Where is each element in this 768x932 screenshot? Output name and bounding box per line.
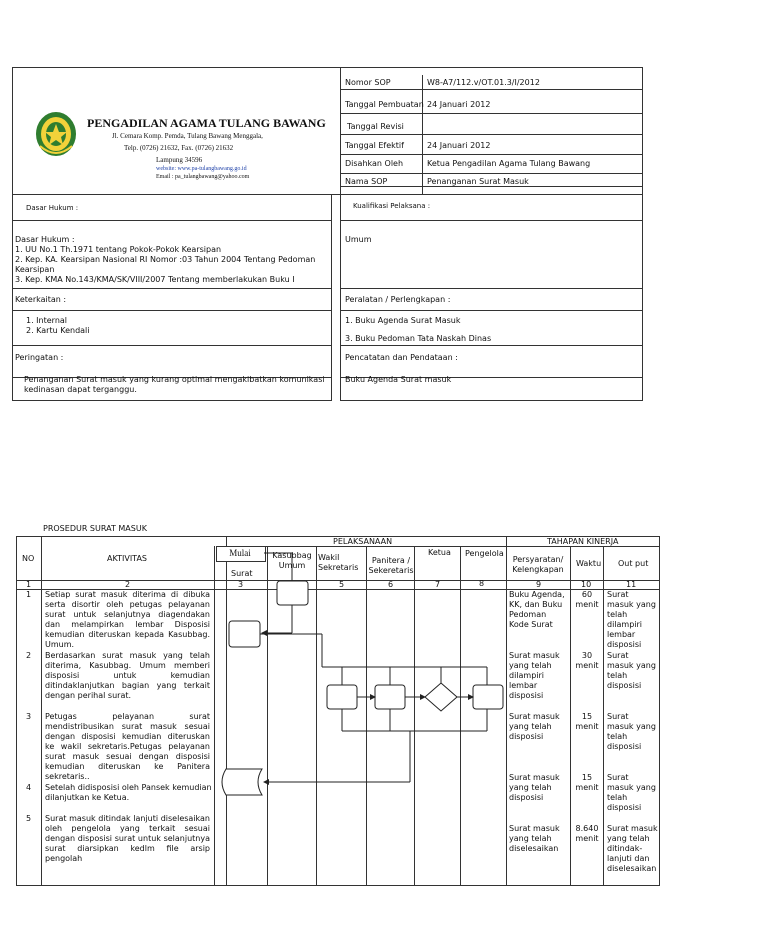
dasar-hukum-item-1: 1. UU No.1 Th.1971 tentang Pokok-Pokok Kearsipan xyxy=(15,245,222,254)
row-1-syarat: Buku Agenda, KK, dan Buku Pedoman Kode Surat xyxy=(509,590,565,629)
row-3-syarat: Surat masuk yang telah disposisi xyxy=(509,712,560,741)
col-header-aktivitas: AKTIVITAS xyxy=(107,554,147,563)
peringatan-text-1: Penanganan Surat masuk yang kurang optimal mengakibatkan komunikasi xyxy=(24,375,325,384)
col-header-output: Out put xyxy=(618,559,649,568)
row-5-output: Surat masuk yang telah ditindak-lanjuti dan diselesaikan xyxy=(607,824,658,873)
col-header-persyaratan: Persyaratan/ Kelengkapan xyxy=(512,555,564,574)
row-2-no: 2 xyxy=(26,651,32,660)
flow-box-kasubbag xyxy=(277,581,308,605)
sop-label-tanggal-pembuatan: Tanggal Pembuatan xyxy=(345,100,424,109)
pencatatan-label: Pencatatan dan Pendataan : xyxy=(345,353,458,362)
keterkaitan-item-2: 2. Kartu Kendali xyxy=(26,326,90,335)
kualifikasi-label: Kualifikasi Pelaksana : xyxy=(353,202,431,210)
prosedur-title: PROSEDUR SURAT MASUK xyxy=(43,524,147,533)
sop-value-nama: Penanganan Surat Masuk xyxy=(427,177,529,186)
row-3-aktivitas: Petugas pelayanan surat mendistribusikan surat masuk sesuai dengan disposisi kemudian diteruskan ke wakil sekretaris.Petugas pelayanan surat masuk sesuai dengan disposisi kemudian diteruskan ke Panitera sekretaris.. xyxy=(45,712,210,781)
sop-value-nomor: W8-A7/112.v/OT.01.3/I/2012 xyxy=(427,78,540,87)
col-header-pengelola: Pengelola xyxy=(465,549,504,558)
row-1-output: Surat masuk yang telah dilampiri lembar disposisi xyxy=(607,590,656,649)
flow-diamond-ketua xyxy=(425,683,457,711)
org-email: Email : pa_tulangbawang@yahoo.com xyxy=(156,174,250,180)
row-5-aktivitas: Surat masuk ditindak lanjuti diselesaikan oleh pengelola yang terkait sesuai dengan disposisi surat untuk selanjutnya surat diarsipkan kedlm file arsip pengolah xyxy=(45,814,210,863)
kualifikasi-value: Umum xyxy=(345,235,372,244)
keterkaitan-item-1: 1. Internal xyxy=(26,316,68,325)
sop-value-disahkan: Ketua Pengadilan Agama Tulang Bawang xyxy=(427,159,591,168)
peralatan-item-1: 1. Buku Agenda Surat Masuk xyxy=(345,316,461,325)
col-header-kasubbag: Kasubbag Umum xyxy=(272,551,312,570)
col-header-panitera: Panitera / Sekeretaris xyxy=(368,556,414,575)
row-5-waktu: 8.640 menit xyxy=(575,824,599,843)
row-2-aktivitas: Berdasarkan surat masuk yang telah diterima, Kasubbag. Umum memberi disposisi untuk kemudian ditindaklanjutkan bagian yang terkait dengan perihal surat. xyxy=(45,651,210,700)
col-header-no: NO xyxy=(22,554,35,563)
row-1-no: 1 xyxy=(26,590,32,599)
row-4-waktu: 15 menit xyxy=(575,773,599,792)
peralatan-label: Peralatan / Perlengkapan : xyxy=(345,295,451,304)
col-header-tahapan: TAHAPAN KINERJA xyxy=(547,537,619,546)
flow-box-pengelola xyxy=(473,685,503,709)
dasar-hukum-label-top: Dasar Hukum : xyxy=(26,204,79,212)
row-3-output: Surat masuk yang telah disposisi xyxy=(607,712,656,751)
org-name: PENGADILAN AGAMA TULANG BAWANG xyxy=(87,116,326,130)
peringatan-label: Peringatan : xyxy=(15,353,64,362)
col-number-7: 7 xyxy=(435,580,441,589)
col-number-3: 3 xyxy=(238,580,244,589)
sop-value-tanggal-efektif: 24 Januari 2012 xyxy=(427,141,491,150)
flow-box-surat xyxy=(229,621,260,647)
col-header-ketua: Ketua xyxy=(428,548,451,557)
row-2-syarat: Surat masuk yang telah dilampiri lembar disposisi xyxy=(509,651,560,700)
col-header-wakil: Wakil Sekretaris xyxy=(318,553,359,572)
keterkaitan-label: Keterkaitan : xyxy=(15,295,67,304)
row-4-no: 4 xyxy=(26,783,32,792)
sop-label-tanggal-efektif: Tanggal Efektif xyxy=(345,141,404,150)
flow-start-label: Mulai xyxy=(229,548,251,558)
sop-label-nomor: Nomor SOP xyxy=(345,78,391,87)
dasar-hukum-label: Dasar Hukum : xyxy=(15,235,75,244)
flow-box-panitera xyxy=(375,685,405,709)
col-number-10: 10 xyxy=(581,580,592,589)
row-1-waktu: 60 menit xyxy=(575,590,599,609)
col-header-pelaksanaan: PELAKSANAAN xyxy=(333,537,393,546)
row-2-waktu: 30 menit xyxy=(575,651,599,670)
org-address: Jl. Cemara Komp. Pemda, Tulang Bawang Menggala, xyxy=(112,132,263,140)
row-3-no: 3 xyxy=(26,712,32,721)
peringatan-text-2: kedinasan dapat terganggu. xyxy=(24,385,137,394)
col-number-9: 9 xyxy=(536,580,542,589)
flow-storage-arsip xyxy=(222,769,262,795)
col-header-surat: Surat xyxy=(231,569,253,578)
col-number-6: 6 xyxy=(388,580,394,589)
sop-label-disahkan: Disahkan Oleh xyxy=(345,159,404,168)
col-number-1: 1 xyxy=(26,580,32,589)
org-phone: Telp. (0726) 21632, Fax. (0726) 21632 xyxy=(124,144,234,152)
col-number-11: 11 xyxy=(626,580,637,589)
row-4-syarat: Surat masuk yang telah disposisi xyxy=(509,773,560,802)
org-website[interactable]: website: www.pa-tulangbawang.go.id xyxy=(156,166,247,172)
row-5-syarat: Surat masuk yang telah diselesaikan xyxy=(509,824,560,853)
pencatatan-value: Buku Agenda Surat masuk xyxy=(345,375,452,384)
row-3-waktu: 15 menit xyxy=(575,712,599,731)
row-4-output: Surat masuk yang telah disposisi xyxy=(607,773,656,812)
col-number-5: 5 xyxy=(339,580,345,589)
row-5-no: 5 xyxy=(26,814,32,823)
sop-label-tanggal-revisi: Tanggal Revisi xyxy=(347,122,404,131)
dasar-hukum-item-2b: Kearsipan xyxy=(15,265,55,274)
col-number-2: 2 xyxy=(125,580,131,589)
col-number-8: 8 xyxy=(479,579,485,588)
sop-value-tanggal-pembuatan: 24 Januari 2012 xyxy=(427,100,491,109)
sop-label-nama: Nama SOP xyxy=(345,177,388,186)
col-header-waktu: Waktu xyxy=(576,559,602,568)
peralatan-item-2: 3. Buku Pedoman Tata Naskah Dinas xyxy=(345,334,492,343)
row-2-output: Surat masuk yang telah disposisi xyxy=(607,651,656,690)
row-4-aktivitas: Setelah didisposisi oleh Pansek kemudian dilanjutkan ke Ketua. xyxy=(45,783,212,802)
org-city: Lampung 34596 xyxy=(156,156,203,164)
flow-box-wakil xyxy=(327,685,357,709)
dasar-hukum-item-3: 3. Kep. KMA No.143/KMA/SK/VIII/2007 Tentang memberlakukan Buku I xyxy=(15,275,295,284)
row-1-aktivitas: Setiap surat masuk diterima di dibuka serta disortir oleh petugas pelayanan surat untuk selanjutnya diagendakan dan melampirkan lembar Disposisi kemudian diteruskan kepada Kasubbag. Umum. xyxy=(45,590,210,649)
dasar-hukum-item-2: 2. Kep. KA. Kearsipan Nasional RI Nomor :03 Tahun 2004 Tentang Pedoman xyxy=(15,255,316,264)
